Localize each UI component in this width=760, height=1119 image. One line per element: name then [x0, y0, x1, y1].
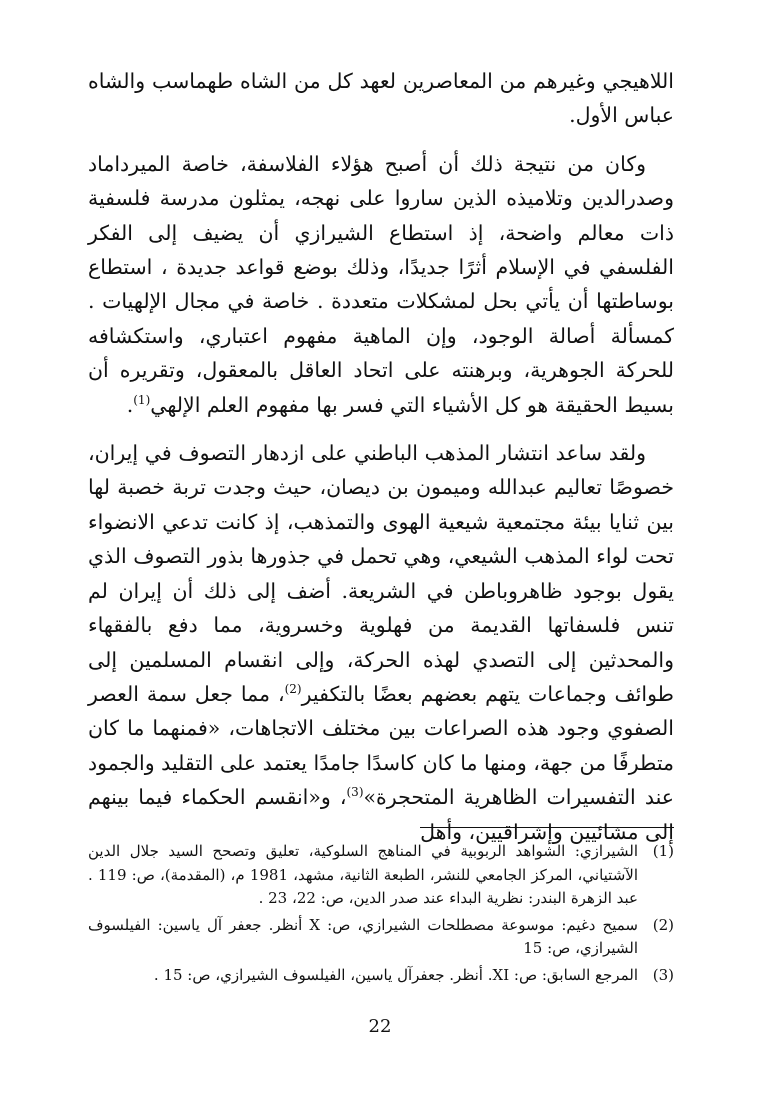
- footnote-ref-3: (3): [346, 785, 364, 800]
- footnote-number: (2): [652, 915, 674, 934]
- paragraph-3: [88, 436, 674, 849]
- footnote-text: سميح دغيم: موسوعة مصطلحات الشيرازي، ص: X أنظر. جعفر آل ياسين: الفيلسوف الشيرازي، ص: 15: [88, 915, 638, 957]
- footnote-text: الشيرازي: الشواهد الربوبية في المناهج السلوكية، تعليق وتصحح السيد جلال الدين الآشتياني، المركز الجامعي للنشر، الطبعة الثانية، مشهد، 1981 م، (المقدمة)، ص: 119 . عبد الزهرة البندر: نظرية البداء عند صدر الدين، ص: 22، 23 .: [88, 842, 638, 907]
- footnote-text: المرجع السابق: ص: XI. أنظر. جعفرآل ياسين، الفيلسوف الشيرازي، ص: 15 .: [153, 965, 638, 984]
- footnote: [88, 840, 674, 911]
- footnote-number: (1): [652, 842, 674, 860]
- paragraph-2: [88, 147, 674, 422]
- footnote: [88, 914, 674, 961]
- footnote-number: (3): [652, 965, 674, 984]
- paragraph-3-text-b: ، مما جعل سمة العصر الصفوي وجود هذه الصراعات بين مختلف الاتجاهات، «فمنهما ما كان متطرفًا من جهة، ومنها ما كان كاسدًا جامدًا يعتمد على التقليد والجمود عند التفسيرات الظاهرية المتحجرة»: [88, 681, 674, 810]
- footnotes: [88, 840, 674, 990]
- footnote: [88, 964, 674, 988]
- paragraph-1: اللاهيجي وغيرهم من المعاصرين لعهد كل من الشاه طهماسب والشاه عباس الأول.: [88, 69, 674, 128]
- paragraph-2-end: .: [126, 392, 134, 417]
- footnote-separator: [420, 827, 674, 828]
- footnote-ref-2: (2): [284, 682, 302, 697]
- paragraph-3-text-a: ولقد ساعد انتشار المذهب الباطني على ازدهار التصوف في إيران، خصوصًا تعاليم عبدالله وميمون بن ديصان، حيث وجدت تربة خصبة لها بين ثنايا بيئة مجتمعية شيعية الهوى والتمذهب، إذ كانت تدعي الانضواء تحت لواء المذهب الشيعي، وهي تحمل في جذورها بذور التصوف الذي يقول بوجود ظاهروباطن في الشريعة. أضف إلى ذلك أن إيران لم تنس فلسفاتها القديمة من فهلوية وخسروية، مما دفع بالفقهاء والمحدثين إلى التصدي لهذه الحركة، وإلى انقسام المسلمين إلى طوائف وجماعات يتهم بعضهم بعضًا بالتكفير: [88, 441, 674, 706]
- paragraph-3-text-c: ، و«انقسم الحكماء فيما بينهم إلى مشائيين وإشراقيين، وأهل: [88, 785, 674, 844]
- paragraph-2-text: وكان من نتيجة ذلك أن أصبح هؤلاء الفلاسفة، خاصة الميرداماد وصدرالدين وتلاميذه الذين ساروا على نهجه، يمثلون مدرسة فلسفية ذات معالم واضحة، إذ استطاع الشيرازي أن يضيف إلى الفكر الفلسفي في الإسلام أثرًا جديدًا، وذلك بوضع قواعد جديدة ، استطاع بوساطتها أن يأتي بحل لمشكلات متعددة . خاصة في مجال الإلهيات . كمسألة أصالة الوجود، وإن الماهية مفهوم اعتباري، واستكشافه للحركة الجوهرية، وبرهنته على اتحاد العاقل بالمعقول، وتقريره أن بسيط الحقيقة هو كل الأشياء التي فسر بها مفهوم العلم الإلهي: [88, 151, 674, 417]
- main-text: [88, 64, 674, 863]
- footnote-ref-1: (1): [133, 392, 151, 407]
- page-number: 22: [368, 1016, 392, 1037]
